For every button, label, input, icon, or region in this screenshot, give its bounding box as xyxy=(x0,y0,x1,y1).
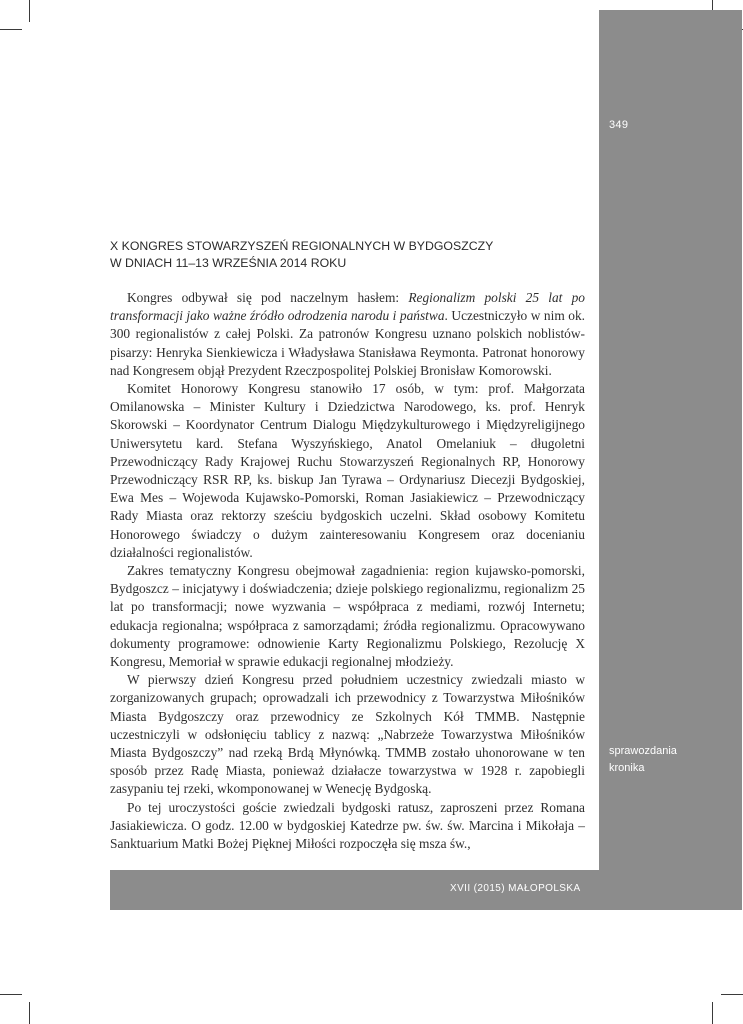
paragraph-4: W pierwszy dzień Kongresu przed południem uczestnicy zwiedzali miasto w zorganizowanych grupach; oprowadzali ich przewodnicy z Towarzystwa Miłośników Miasta Bydgoszczy oraz przewodnicy ze Szkolnych Kół TMMB. Następnie uczestniczyli w odsłonięciu tablicy z nazwą: „Nabrzeże Towarzystwa Miłośników Miasta Bydgoszczy” nad rzeką Brdą Młynówką. TMMB zostało uhonorowane w ten sposób przez Radę Miasta, ponieważ działacze towarzystwa w 1928 r. zapobiegli zasypaniu tej rzeki, wkomponowanej w Wenecję Bydgoską. xyxy=(110,672,585,797)
paragraph-1-rest: . Uczestniczyło w nim ok. 300 regionalistów z całej Polski. Za patronów Kongresu uznano polskich noblistów-pisarzy: Henryka Sienkiewicza i Władysława Stanisława Reymonta. Patronat honorowy nad Kongresem objął Prezydent Rzeczpospolitej Polskiej Bronisław Komorowski. xyxy=(110,308,586,378)
congress-motto: Regionalizm polski 25 lat po transformacji jako ważne źródło odrodzenia narodu i państwa xyxy=(110,290,585,324)
page-number: 349 xyxy=(609,119,629,131)
crop-mark xyxy=(29,0,30,22)
side-margin-bar xyxy=(599,10,742,870)
crop-mark xyxy=(721,994,743,995)
paragraph-1-intro: Kongres odbywał się pod naczelnym hasłem: xyxy=(127,290,409,305)
journal-label: XVII (2015) MAŁOPOLSKA xyxy=(450,883,581,894)
section-tags xyxy=(609,743,677,777)
crop-mark xyxy=(29,1002,30,1024)
paragraph-5: Po tej uroczystości goście zwiedzali bydgoski ratusz, zaproszeni przez Romana Jasiakiewicza. O godz. 12.00 w bydgoskiej Katedrze pw. św. św. Marcina i Mikołaja – Sanktuarium Matki Bożej Pięknej Miłości rozpoczęła się msza św., xyxy=(110,799,585,852)
paragraph-1 xyxy=(110,289,585,380)
article-title xyxy=(110,238,590,272)
title-line-2: W DNIACH 11–13 WRZEŚNIA 2014 ROKU xyxy=(110,256,347,270)
crop-mark xyxy=(0,994,22,995)
crop-mark xyxy=(0,29,22,30)
paragraph-3: Zakres tematyczny Kongresu obejmował zagadnienia: region kujawsko-pomorski, Bydgoszcz – inicjatywy i doświadczenia; dzieje polskiego regionalizmu, regionalizm 25 lat po transformacji; nowe wyzwania – współpraca z mediami, rozwój Internetu; edukacja regionalna; współpraca z samorządami; źródła regionalizmu. Opracowywano dokumenty programowe: odnowienie Karty Regionalizmu Polskiego, Rezolucję X Kongresu, Memoriał w sprawie edukacji regionalnej młodzieży. xyxy=(110,563,585,670)
crop-mark xyxy=(712,1002,713,1024)
title-line-1: X KONGRES STOWARZYSZEŃ REGIONALNYCH W BYDGOSZCZY xyxy=(110,239,494,253)
footer-bar xyxy=(110,870,742,910)
section-tag-chronicle: kronika xyxy=(609,762,645,774)
article-body xyxy=(110,289,585,853)
section-tag-reports: sprawozdania xyxy=(609,745,677,757)
paragraph-2: Komitet Honorowy Kongresu stanowiło 17 osób, w tym: prof. Małgorzata Omilanowska – Minister Kultury i Dziedzictwa Narodowego, ks. prof. Henryk Skorowski – Koordynator Centrum Dialogu Międzykulturowego i Międzyreligijnego Uniwersytetu kard. Stefana Wyszyńskiego, Anatol Omelaniuk – długoletni Przewodniczący Rady Krajowej Ruchu Stowarzyszeń Regionalnych RP, Honorowy Przewodniczący RSR RP, ks. biskup Jan Tyrawa – Ordynariusz Diecezji Bydgoskiej, Ewa Mes – Wojewoda Kujawsko-Pomorski, Roman Jasiakiewicz – Przewodniczący Rady Miasta oraz rektorzy sześciu bydgoskich uczelni. Skład osobowy Komitetu Honorowego świadczy o dużym zainteresowaniu Kongresem oraz docenianiu działalności regionalistów. xyxy=(110,381,585,560)
